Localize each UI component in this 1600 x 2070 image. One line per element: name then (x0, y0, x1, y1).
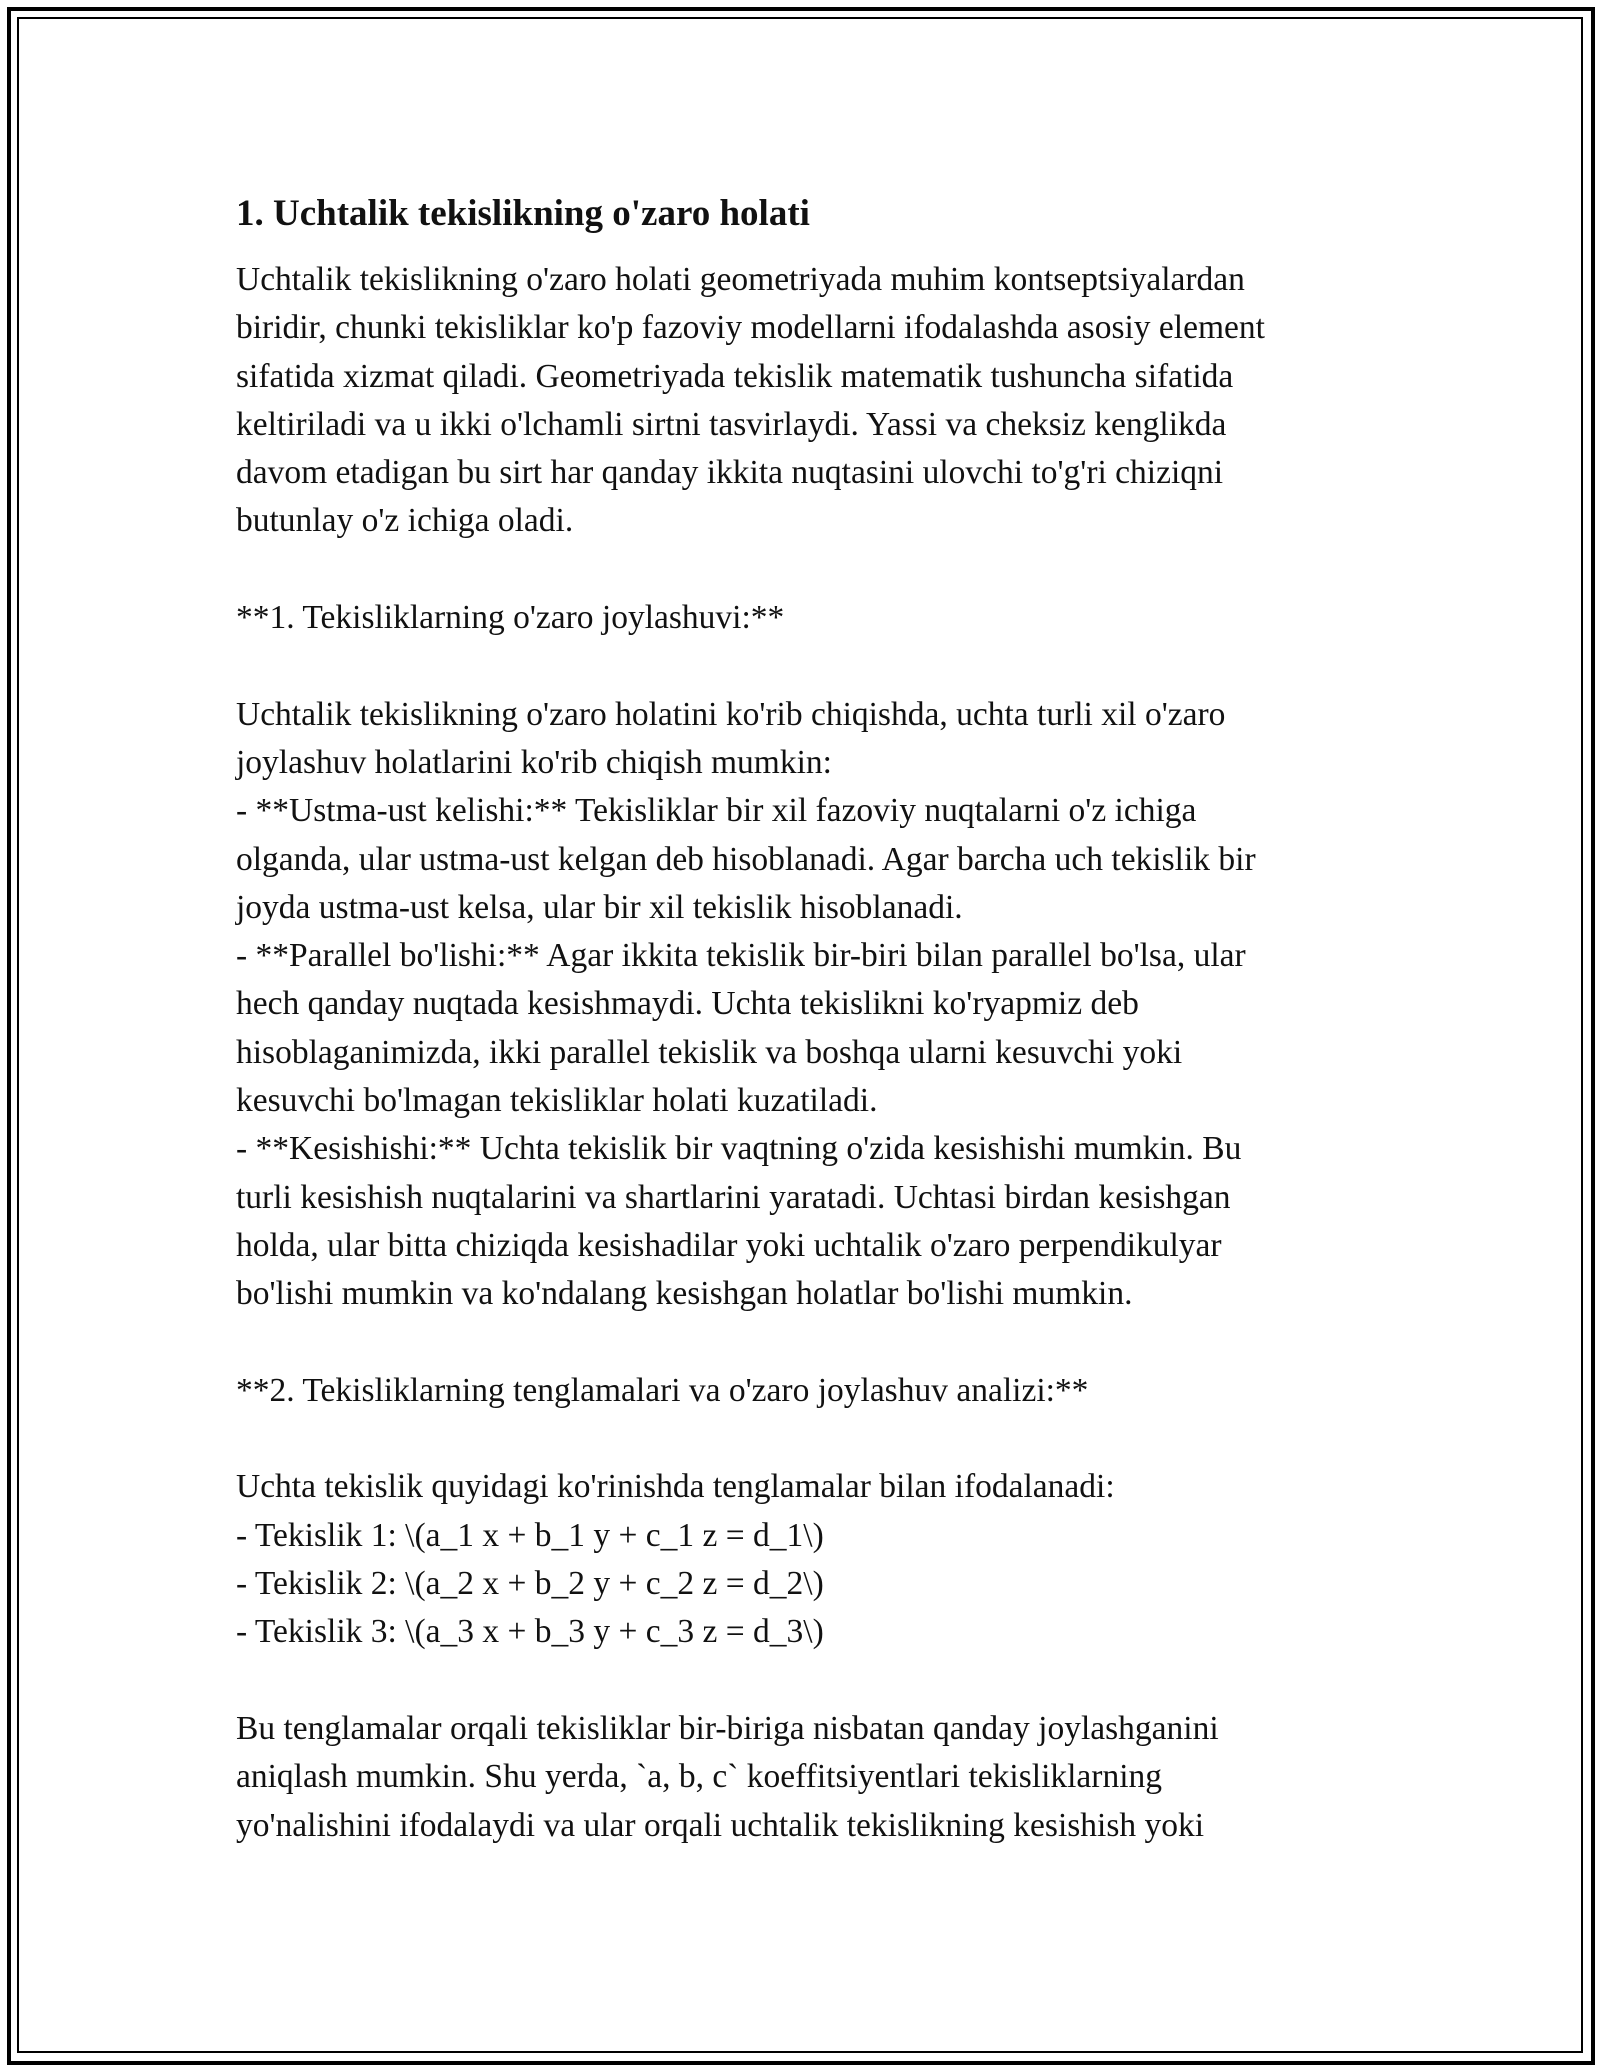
text-line: turli kesishish nuqtalarini va shartlarini yaratadi. Uchtasi birdan kesishgan (236, 1178, 1231, 1216)
blank-line (236, 1657, 1366, 1705)
section-2-title: **2. Tekisliklarning tenglamalari va o'zaro joylashuv analizi:** (236, 1371, 1089, 1409)
text-line: yo'nalishini ifodalaydi va ular orqali uchtalik tekislikning kesishish yoki (236, 1806, 1205, 1844)
section-2-body (236, 1463, 1366, 1656)
blank-line (236, 546, 1366, 594)
text-line: butunlay o'z ichiga oladi. (236, 502, 574, 540)
list-item-line: - **Parallel bo'lishi:** Agar ikkita tekislik bir-biri bilan parallel bo'lsa, ular (236, 937, 1246, 975)
blank-line (236, 1415, 1366, 1463)
text-line: hech qanday nuqtada kesishmaydi. Uchta tekislikni ko'ryapmiz deb (236, 985, 1139, 1023)
paragraph-intro (236, 256, 1366, 546)
text-line: sifatida xizmat qiladi. Geometriyada tekislik matematik tushuncha sifatida (236, 357, 1234, 395)
text-line: davom etadigan bu sirt har qanday ikkita nuqtasini ulovchi to'g'ri chiziqni (236, 454, 1224, 492)
blank-line (236, 642, 1366, 690)
blank-line (236, 1319, 1366, 1367)
text-line: Uchta tekislik quyidagi ko'rinishda tenglamalar bilan ifodalanadi: (236, 1468, 1115, 1506)
text-line: joyda ustma-ust kelsa, ular bir xil tekislik hisoblanadi. (236, 888, 963, 926)
text-line: Uchtalik tekislikning o'zaro holatini ko'rib chiqishda, uchta turli xil o'zaro (236, 695, 1226, 733)
text-line: aniqlash mumkin. Shu yerda, `a, b, c` koeffitsiyentlari tekisliklarning (236, 1758, 1163, 1796)
text-line: biridir, chunki tekisliklar ko'p fazoviy modellarni ifodalashda asosiy element (236, 309, 1265, 347)
text-line: hisoblaganimizda, ikki parallel tekislik va boshqa ularni kesuvchi yoki (236, 1033, 1183, 1071)
section-1-title: **1. Tekisliklarning o'zaro joylashuvi:** (236, 599, 785, 637)
equation-line: - Tekislik 2: \(a_2 x + b_2 y + c_2 z = d_2\) (236, 1565, 824, 1603)
text-line: kesuvchi bo'lmagan tekisliklar holati kuzatiladi. (236, 1082, 878, 1120)
text-line: holda, ular bitta chiziqda kesishadilar yoki uchtalik o'zaro perpendikulyar (236, 1226, 1222, 1264)
list-item-line: - **Ustma-ust kelishi:** Tekisliklar bir xil fazoviy nuqtalarni o'z ichiga (236, 792, 1197, 830)
text-line: keltiriladi va u ikki o'lchamli sirtni tasvirlaydi. Yassi va cheksiz kenglikda (236, 405, 1227, 443)
text-line: Uchtalik tekislikning o'zaro holati geometriyada muhim kontseptsiyalardan (236, 261, 1245, 298)
text-line: Bu tenglamalar orqali tekisliklar bir-biriga nisbatan qanday joylashganini (236, 1709, 1219, 1747)
section-1-body (236, 691, 1366, 1319)
list-item-line: - **Kesishishi:** Uchta tekislik bir vaqtning o'zida kesishishi mumkin. Bu (236, 1130, 1242, 1168)
paragraph-final (236, 1705, 1366, 1850)
document-body (236, 186, 1366, 1850)
text-line: bo'lishi mumkin va ko'ndalang kesishgan holatlar bo'lishi mumkin. (236, 1275, 1133, 1313)
equation-line: - Tekislik 3: \(a_3 x + b_3 y + c_3 z = d_3\) (236, 1613, 824, 1651)
equation-line: - Tekislik 1: \(a_1 x + b_1 y + c_1 z = d_1\) (236, 1516, 824, 1554)
text-line: olganda, ular ustma-ust kelgan deb hisoblanadi. Agar barcha uch tekislik bir (236, 840, 1256, 878)
text-line: joylashuv holatlarini ko'rib chiqish mumkin: (236, 743, 832, 781)
document-heading: 1. Uchtalik tekislikning o'zaro holati (236, 193, 810, 234)
